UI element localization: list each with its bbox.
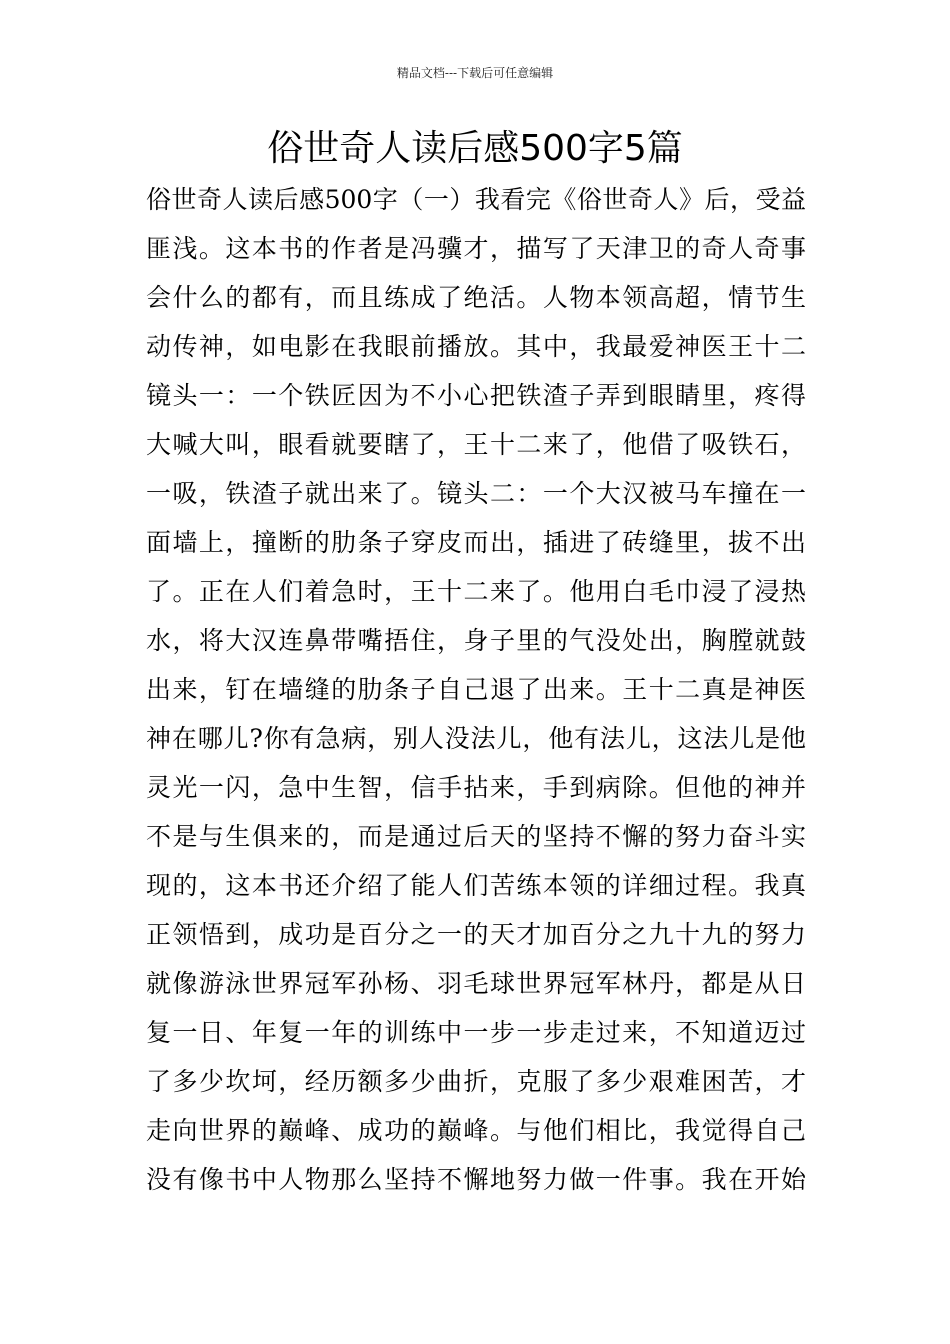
body-line: 水，将大汉连鼻带嘴捂住，身子里的气没处出，胸膛就鼓 [146,626,806,655]
body-line: 正领悟到，成功是百分之一的天才加百分之九十九的努力 [146,920,806,949]
body-line: 了多少坎坷，经历额多少曲折，克服了多少艰难困苦，才 [146,1067,806,1096]
body-line: 一吸，铁渣子就出来了。镜头二：一个大汉被马车撞在一 [146,479,806,508]
body-line: 面墙上，撞断的肋条子穿皮而出，插进了砖缝里，拔不出 [146,528,806,557]
page-header: 精品文档---下载后可任意编辑 [396,66,554,80]
body-line: 复一日、年复一年的训练中一步一步走过来，不知道迈过 [146,1018,806,1047]
body-line: 匪浅。这本书的作者是冯骥才，描写了天津卫的奇人奇事 [146,234,806,263]
body-line: 镜头一：一个铁匠因为不小心把铁渣子弄到眼睛里，疼得 [146,381,806,410]
document-body [146,175,806,1204]
body-line: 就像游泳世界冠军孙杨、羽毛球世界冠军林丹，都是从日 [146,969,806,998]
body-line: 不是与生俱来的，而是通过后天的坚持不懈的努力奋斗实 [146,822,806,851]
body-line: 了。正在人们着急时，王十二来了。他用白毛巾浸了浸热 [146,577,806,606]
body-line: 没有像书中人物那么坚持不懈地努力做一件事。我在开始 [146,1165,806,1194]
body-line: 走向世界的巅峰、成功的巅峰。与他们相比，我觉得自己 [146,1116,806,1145]
body-line: 现的，这本书还介绍了能人们苦练本领的详细过程。我真 [146,871,806,900]
body-line: 会什么的都有，而且练成了绝活。人物本领高超，情节生 [146,283,806,312]
body-line: 大喊大叫，眼看就要瞎了，王十二来了，他借了吸铁石， [146,430,806,459]
body-line: 俗世奇人读后感500字（一）我看完《俗世奇人》后，受益 [146,185,806,214]
body-line: 灵光一闪，急中生智，信手拈来，手到病除。但他的神并 [146,773,806,802]
body-line: 神在哪儿?你有急病，别人没法儿，他有法儿，这法儿是他 [146,724,806,753]
document-title: 俗世奇人读后感500字5篇 [267,128,683,169]
body-line: 出来，钉在墙缝的肋条子自己退了出来。王十二真是神医 [146,675,806,704]
body-line: 动传神，如电影在我眼前播放。其中，我最爱神医王十二 [146,332,806,361]
